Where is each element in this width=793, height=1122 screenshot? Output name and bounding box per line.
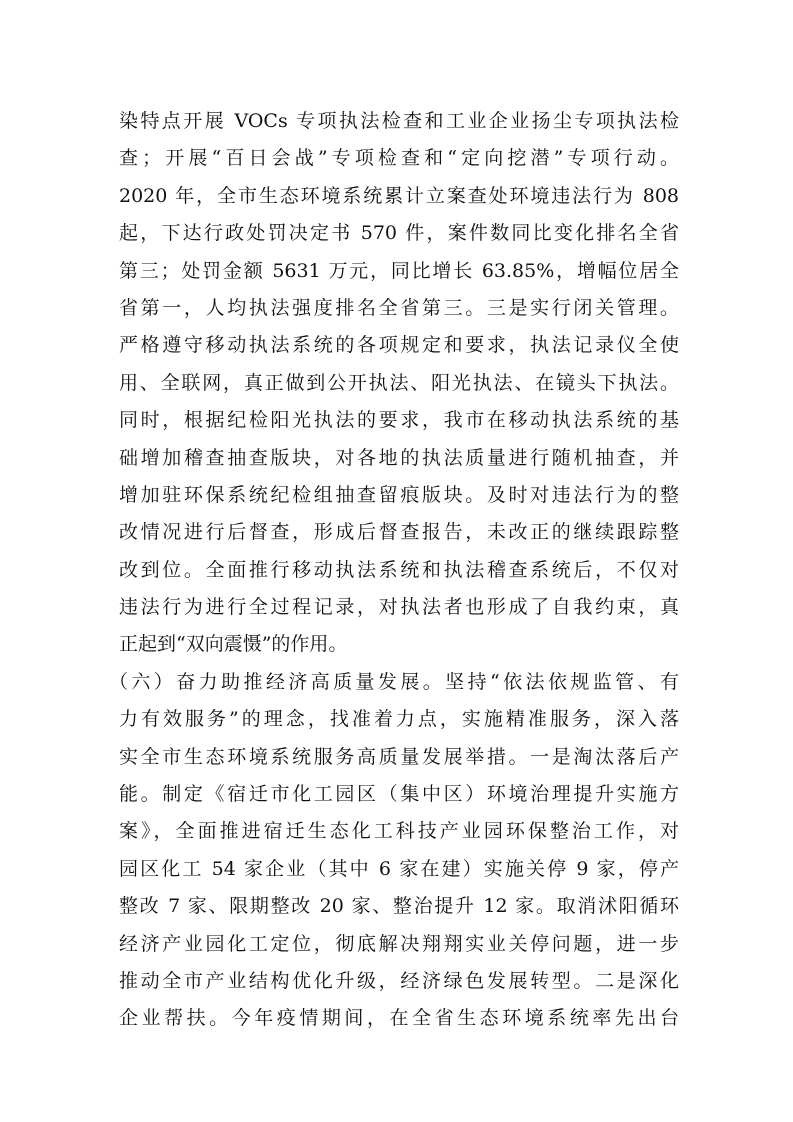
text-line: 案》，全面推进宿迁生态化工科技产业园环保整治工作，对 [119, 820, 679, 843]
text-line: 企业帮扶。今年疫情期间，在全省生态环境系统率先出台 [119, 1007, 679, 1030]
text-line: 用、全联网，真正做到公开执法、阳光执法、在镜头下执法。 [119, 371, 679, 394]
paragraph-last-line: 正起到“双向震慑”的作用。 [119, 633, 348, 656]
text-line: 第三；处罚金额 5631 万元，同比增长 63.85%，增幅位居全 [119, 259, 679, 282]
text-line: 增加驻环保系统纪检组抽查留痕版块。及时对违法行为的整 [119, 483, 679, 506]
text-line: 整改 7 家、限期整改 20 家、整治提升 12 家。取消沭阳循环 [119, 895, 679, 918]
text-line: 础增加稽查抽查版块，对各地的执法质量进行随机抽查，并 [119, 446, 679, 469]
text-line: 查；开展“百日会战”专项检查和“定向挖潜”专项行动。 [119, 147, 679, 170]
text-line: 力有效服务”的理念，找准着力点，实施精准服务，深入落 [119, 708, 679, 731]
text-line: 2020 年，全市生态环境系统累计立案查处环境违法行为 808 [119, 184, 679, 207]
text-line: 实全市生态环境系统服务高质量发展举措。一是淘汰落后产 [119, 745, 679, 768]
text-line: 省第一，人均执法强度排名全省第三。三是实行闭关管理。 [119, 296, 679, 319]
text-line: 同时，根据纪检阳光执法的要求，我市在移动执法系统的基 [119, 409, 679, 432]
body-text [109, 103, 679, 1038]
text-line: 能。制定《宿迁市化工园区（集中区）环境治理提升实施方 [119, 783, 679, 806]
text-line: 推动全市产业结构优化升级，经济绿色发展转型。二是深化 [119, 969, 679, 992]
text-line: 改到位。全面推行移动执法系统和执法稽查系统后，不仅对 [119, 558, 679, 581]
text-line: 改情况进行后督查，形成后督查报告，未改正的继续跟踪整 [119, 521, 679, 544]
text-line: 经济产业园化工定位，彻底解决翔翔实业关停问题，进一步 [119, 932, 679, 955]
text-line: 严格遵守移动执法系统的各项规定和要求，执法记录仪全使 [119, 334, 679, 357]
text-line: 染特点开展 VOCs 专项执法检查和工业企业扬尘专项执法检 [119, 110, 679, 132]
text-line: 起，下达行政处罚决定书 570 件，案件数同比变化排名全省 [119, 222, 679, 245]
text-line: 园区化工 54 家企业（其中 6 家在建）实施关停 9 家，停产 [119, 857, 679, 880]
text-line: 违法行为进行全过程记录，对执法者也形成了自我约束，真 [119, 596, 679, 619]
section-heading-line: （六）奋力助推经济高质量发展。坚持“依法依规监管、有 [109, 670, 679, 693]
